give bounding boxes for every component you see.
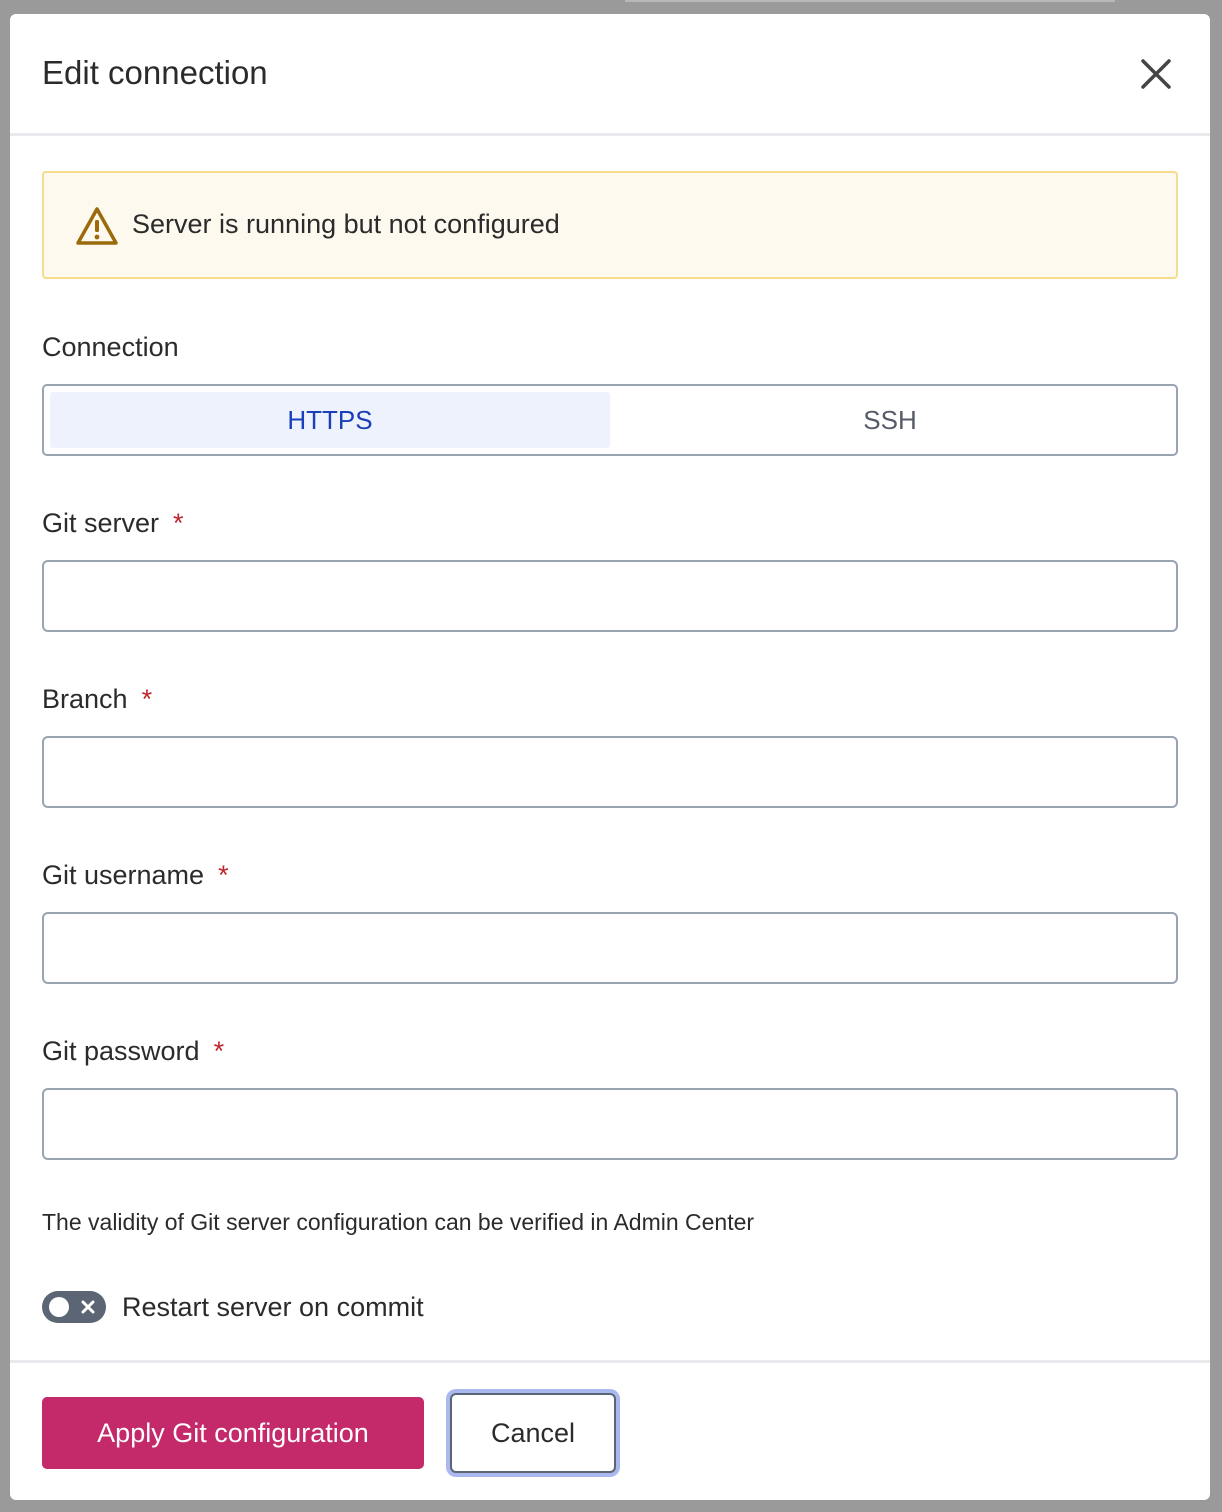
branch-input[interactable] [42,736,1178,808]
close-icon [79,1298,97,1316]
warning-icon [76,206,118,246]
git-server-label-text: Git server [42,508,160,538]
required-mark: * [141,684,153,714]
git-server-label [42,508,184,539]
git-username-input[interactable] [42,912,1178,984]
dialog-footer [10,1360,1210,1500]
git-password-label [42,1036,224,1067]
edit-connection-dialog [10,14,1210,1500]
warning-alert [42,171,1178,279]
connection-type-selector [42,384,1178,456]
connection-label: Connection [42,332,179,362]
required-mark: * [173,508,184,538]
cancel-button[interactable]: Cancel [450,1393,616,1473]
backdrop [625,0,1115,2]
close-icon [1138,56,1174,92]
restart-toggle-row [42,1291,424,1323]
alert-message: Server is running but not configured [132,209,560,239]
branch-label-text: Branch [42,684,128,714]
validity-hint: The validity of Git server configuration can be verified in Admin Center [42,1209,755,1235]
git-server-input[interactable] [42,560,1178,632]
branch-label [42,684,152,715]
git-username-label [42,860,229,891]
git-password-label-text: Git password [42,1036,200,1066]
git-password-input[interactable] [42,1088,1178,1160]
dialog-header [10,14,1210,136]
dialog-title: Edit connection [42,54,268,91]
restart-on-commit-toggle[interactable] [42,1291,106,1323]
required-mark: * [218,860,229,890]
option-ssh[interactable]: SSH [863,404,917,435]
toggle-knob [49,1297,69,1317]
git-username-label-text: Git username [42,860,205,890]
restart-toggle-label: Restart server on commit [122,1291,424,1322]
close-button[interactable] [1138,56,1174,92]
required-mark: * [213,1036,225,1066]
option-https[interactable]: HTTPS [50,392,610,448]
apply-git-configuration-button[interactable]: Apply Git configuration [42,1397,424,1469]
